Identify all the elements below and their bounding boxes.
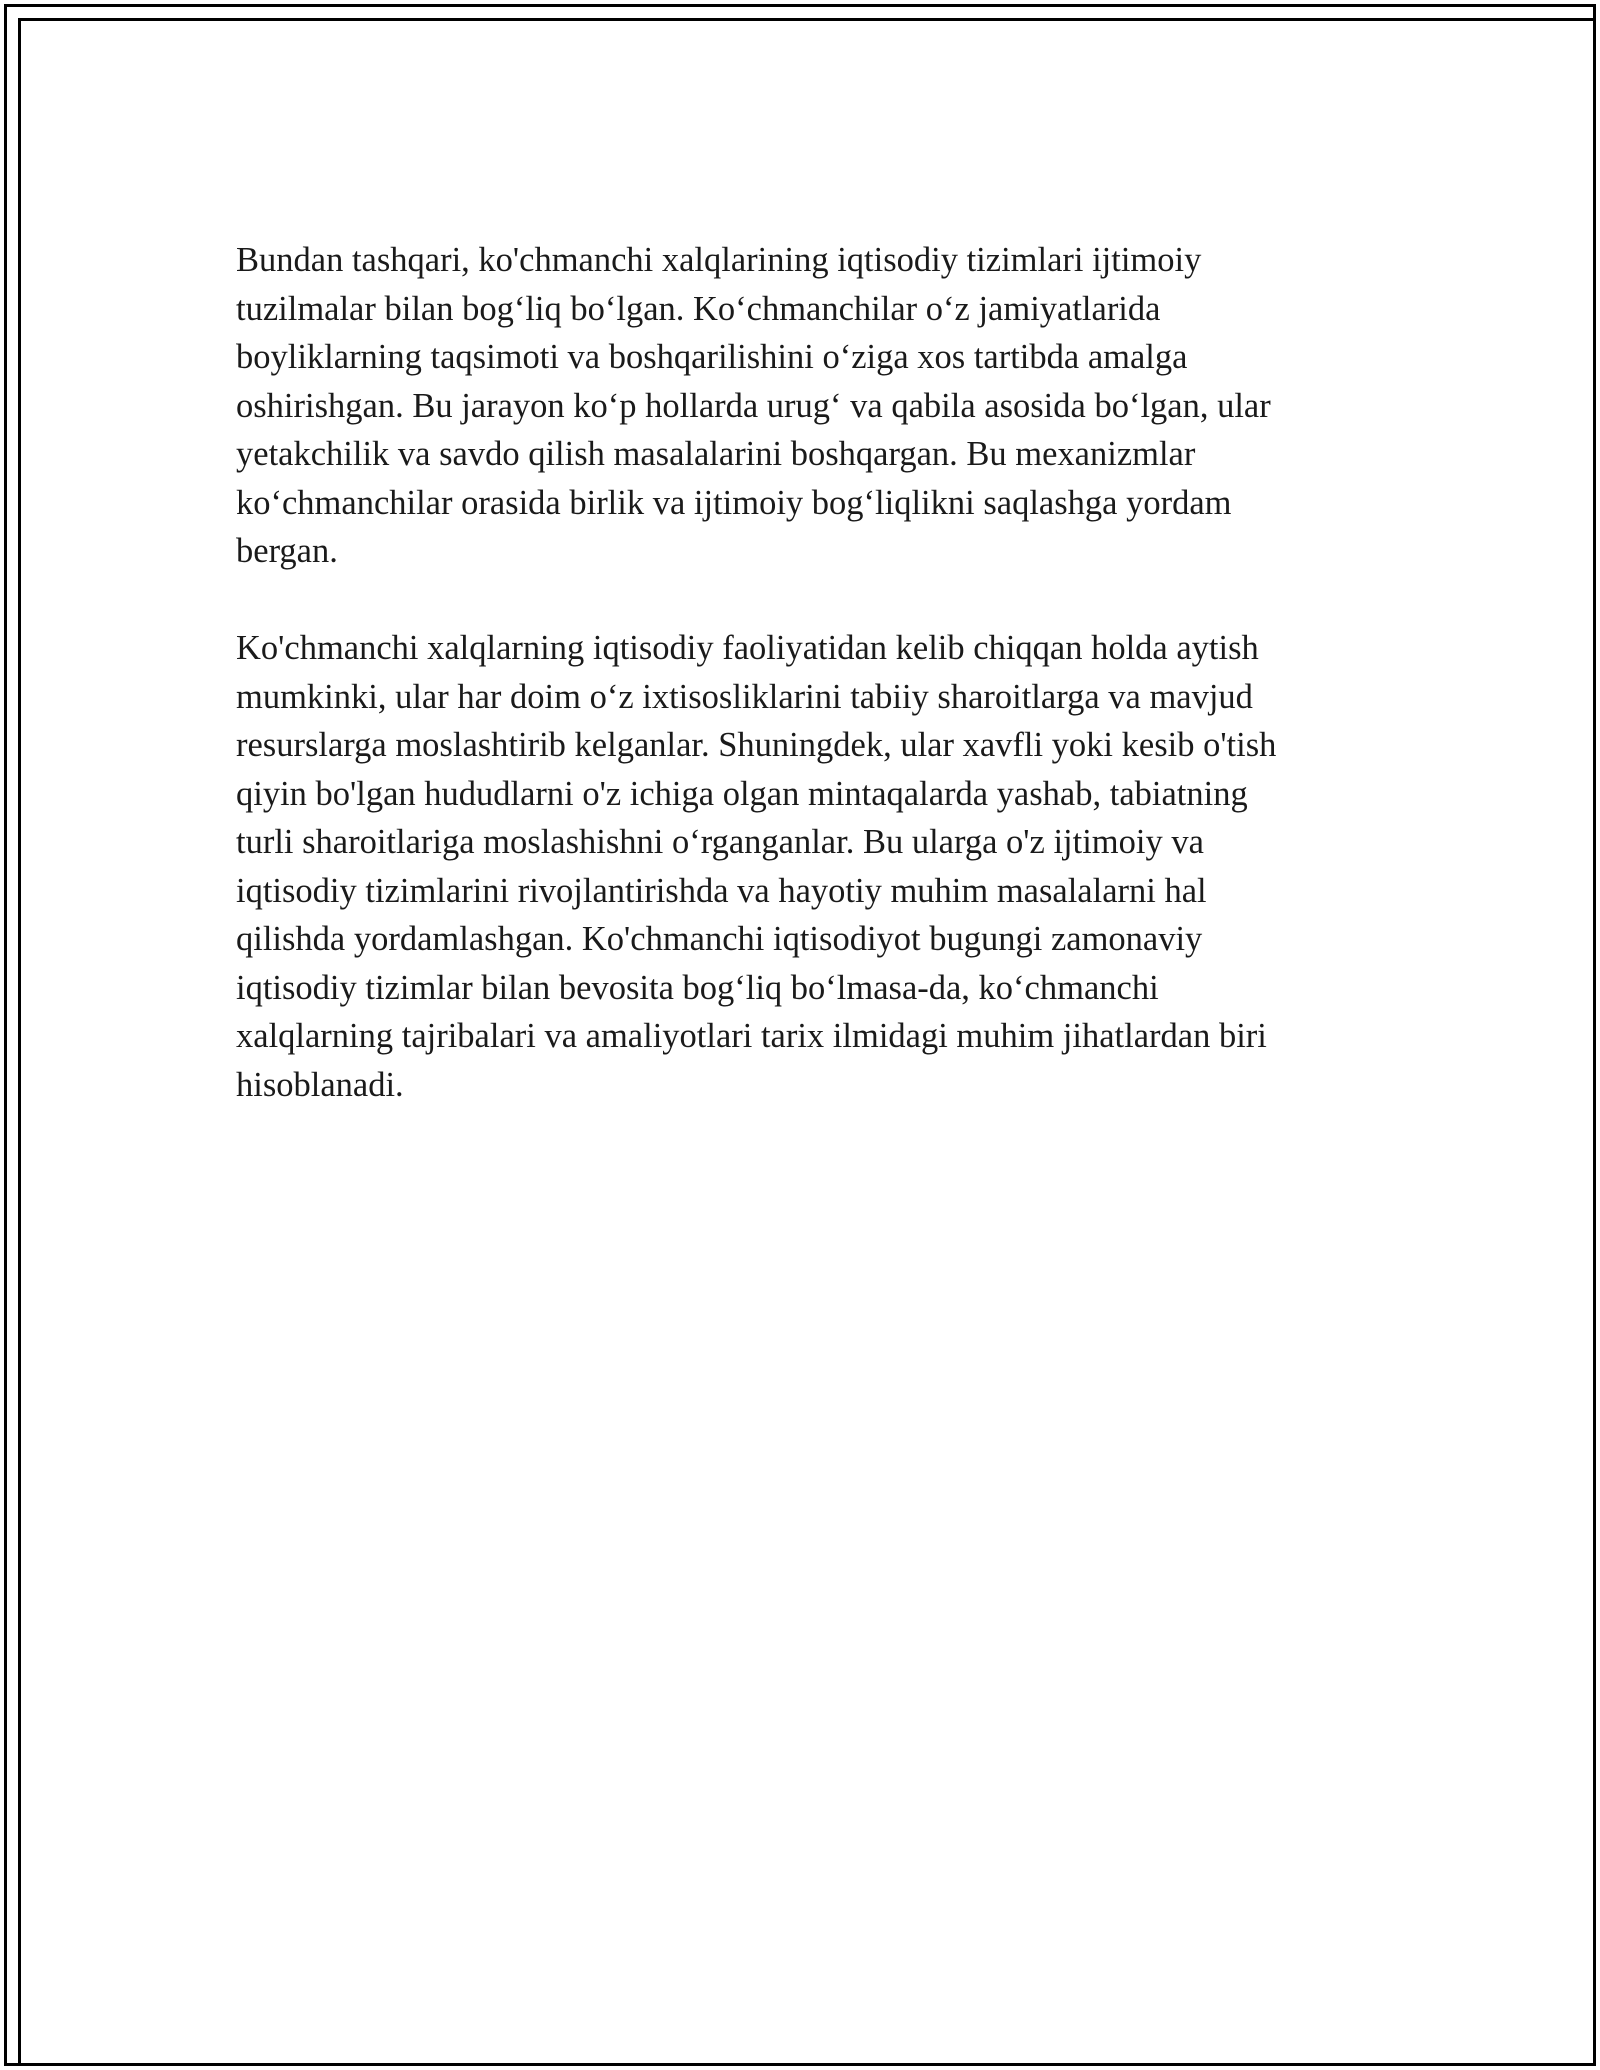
paragraph-line: boyliklarning taqsimoti va boshqarilishini o‘ziga xos tartibda amalga bbox=[236, 338, 1188, 376]
paragraph-line: xalqlarning tajribalari va amaliyotlari tarix ilmidagi muhim jihatlardan biri bbox=[236, 1017, 1267, 1055]
paragraph-line: hisoblanadi. bbox=[236, 1065, 404, 1104]
paragraph-line: Ko'chmanchi xalqlarning iqtisodiy faoliyatidan kelib chiqqan holda aytish bbox=[236, 629, 1259, 667]
paragraph-line: ko‘chmanchilar orasida birlik va ijtimoiy bog‘liqlikni saqlashga yordam bbox=[236, 483, 1232, 522]
paragraph-1 bbox=[236, 236, 1376, 576]
paragraph-line: iqtisodiy tizimlarini rivojlantirishda va hayotiy muhim masalalarni hal bbox=[236, 871, 1207, 910]
paragraph-line: tuzilmalar bilan bog‘liq bo‘lgan. Ko‘chmanchilar o‘z jamiyatlarida bbox=[236, 289, 1161, 328]
paragraph-line: qiyin bo'lgan hududlarni o'z ichiga olgan mintaqalarda yashab, tabiatning bbox=[236, 774, 1248, 813]
paragraph-line: iqtisodiy tizimlar bilan bevosita bog‘liq bo‘lmasa-da, ko‘chmanchi bbox=[236, 968, 1159, 1007]
paragraph-line: oshirishgan. Bu jarayon ko‘p hollarda urug‘ va qabila asosida bo‘lgan, ular bbox=[236, 386, 1271, 425]
paragraph-line: bergan. bbox=[236, 532, 338, 570]
paragraph-line: Bundan tashqari, ko'chmanchi xalqlarining iqtisodiy tizimlari ijtimoiy bbox=[236, 241, 1202, 279]
document-body bbox=[236, 236, 1376, 1158]
paragraph-line: turli sharoitlariga moslashishni o‘rganganlar. Bu ularga o'z ijtimoiy va bbox=[236, 823, 1204, 861]
paragraph-line: yetakchilik va savdo qilish masalalarini boshqargan. Bu mexanizmlar bbox=[236, 435, 1196, 473]
paragraph-line: mumkinki, ular har doim o‘z ixtisosliklarini tabiiy sharoitlarga va mavjud bbox=[236, 677, 1253, 716]
paragraph-line: resurslarga moslashtirib kelganlar. Shuningdek, ular xavfli yoki kesib o'tish bbox=[236, 726, 1277, 764]
paragraph-line: qilishda yordamlashgan. Ko'chmanchi iqtisodiyot bugungi zamonaviy bbox=[236, 920, 1203, 958]
paragraph-2 bbox=[236, 624, 1376, 1109]
